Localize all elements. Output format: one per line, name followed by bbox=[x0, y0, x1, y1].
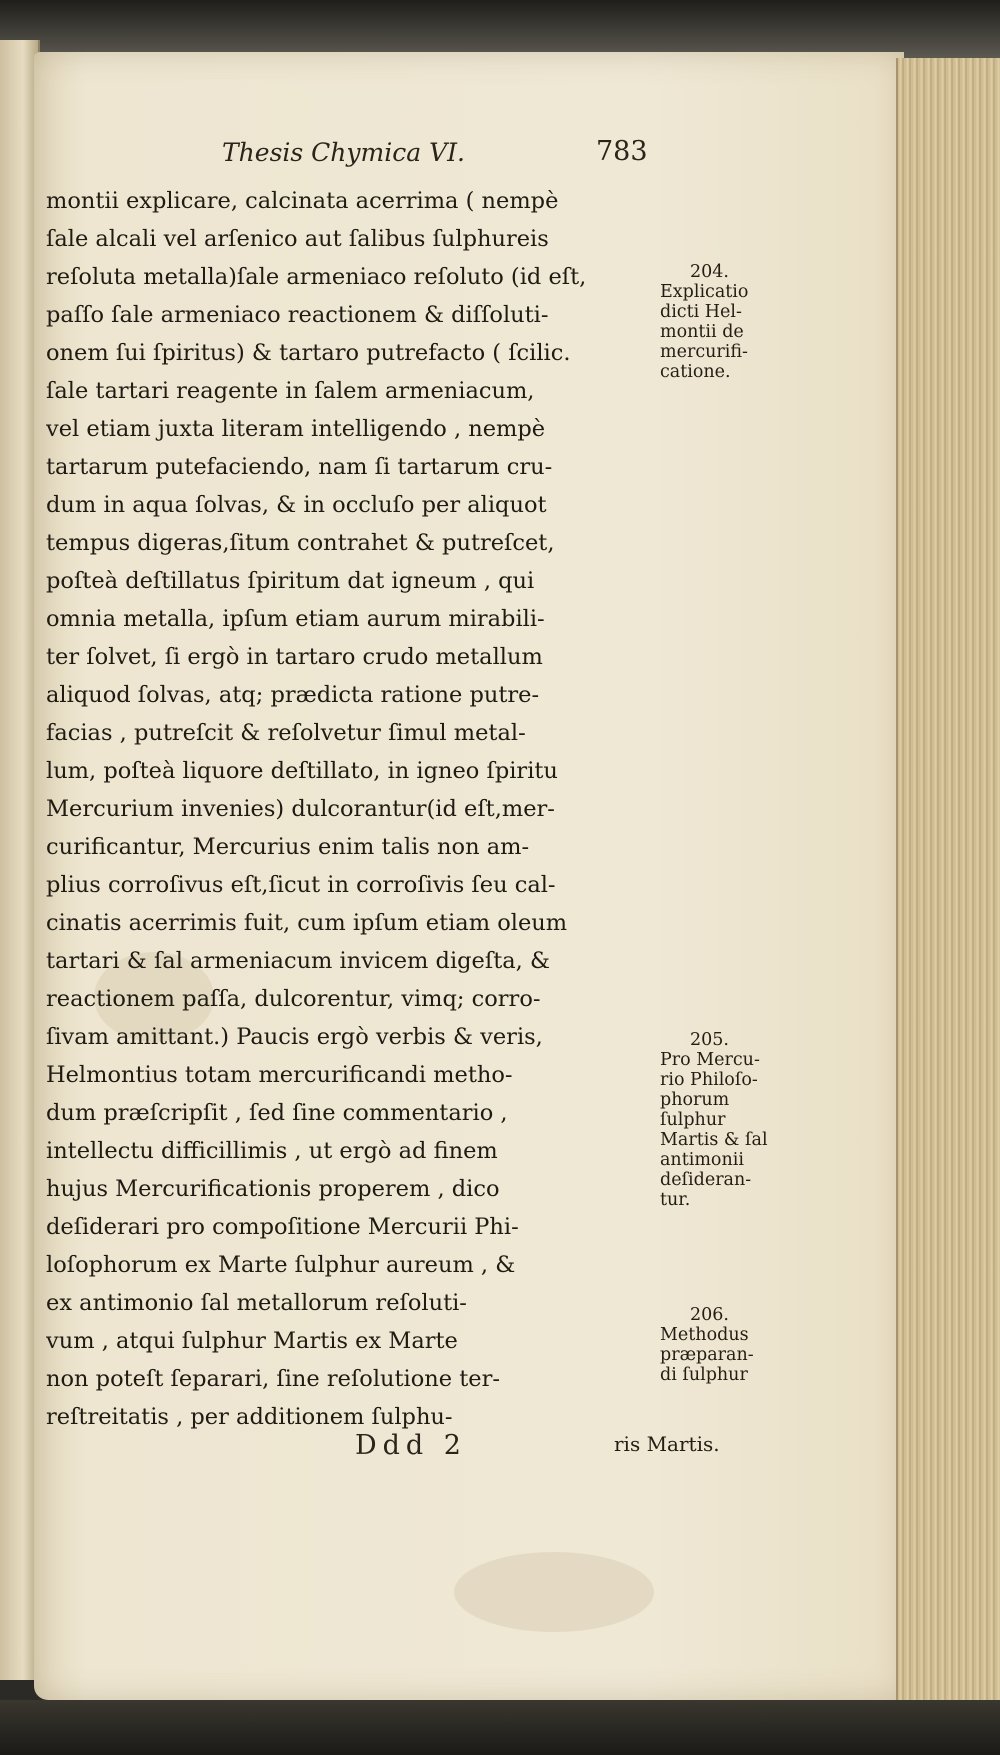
text-line: reſoluta metalla)ſale armeniaco reſoluto (id eſt, bbox=[46, 264, 587, 290]
text-line: plius corroſivus eſt,ſicut in corroſivis ſeu cal- bbox=[46, 872, 556, 898]
margin-note-number: 204. bbox=[690, 262, 729, 282]
margin-note-206 bbox=[660, 1305, 810, 1385]
margin-note-line: di ſulphur bbox=[660, 1365, 748, 1385]
text-line: paſſo ſale armeniaco reactionem & diſſoluti- bbox=[46, 302, 549, 328]
margin-note-line: rio Philoſo- bbox=[660, 1070, 758, 1090]
margin-note-line: dicti Hel- bbox=[660, 302, 742, 322]
text-line: lum, poſteà liquore deſtillato, in igneo ſpiritu bbox=[46, 758, 558, 784]
margin-note-line: præparan- bbox=[660, 1345, 754, 1365]
text-line: loſophorum ex Marte ſulphur aureum , & bbox=[46, 1252, 516, 1278]
text-line: ſale tartari reagente in ſalem armeniacum, bbox=[46, 378, 535, 404]
text-line: tempus digeras,ſitum contrahet & putreſcet, bbox=[46, 530, 555, 556]
margin-note-line: catione. bbox=[660, 362, 731, 382]
text-line: ex antimonio ſal metallorum reſoluti- bbox=[46, 1290, 467, 1316]
page-number: 783 bbox=[596, 136, 648, 167]
margin-note-line: phorum bbox=[660, 1090, 730, 1110]
text-line: deſiderari pro compoſitione Mercurii Phi- bbox=[46, 1214, 519, 1240]
text-line: dum præſcripſit , ſed ſine commentario , bbox=[46, 1100, 508, 1126]
text-line: intellectu difficillimis , ut ergò ad finem bbox=[46, 1138, 498, 1164]
margin-note-number: 206. bbox=[690, 1305, 729, 1325]
text-line: tartari & ſal armeniacum invicem digeſta, & bbox=[46, 948, 550, 974]
signature-mark: Ddd 2 bbox=[355, 1430, 467, 1461]
text-line: non poteſt ſeparari, ſine reſolutione ter- bbox=[46, 1366, 500, 1392]
text-line: tartarum putefaciendo, nam ſi tartarum cru- bbox=[46, 454, 553, 480]
text-line: poſteà deſtillatus ſpiritum dat igneum , qui bbox=[46, 568, 535, 594]
text-line: reſtreitatis , per additionem ſulphu- bbox=[46, 1404, 453, 1430]
margin-note-line: montii de bbox=[660, 322, 744, 342]
text-line: curificantur, Mercurius enim talis non am- bbox=[46, 834, 530, 860]
margin-note-205 bbox=[660, 1030, 810, 1210]
text-line: ter ſolvet, ſi ergò in tartaro crudo metallum bbox=[46, 644, 543, 670]
margin-note-line: ſulphur bbox=[660, 1110, 726, 1130]
margin-note-204 bbox=[660, 262, 810, 382]
margin-note-line: Martis & ſal bbox=[660, 1130, 768, 1150]
text-line: cinatis acerrimis fuit, cum ipſum etiam oleum bbox=[46, 910, 568, 936]
margin-note-line: Explicatio bbox=[660, 282, 749, 302]
margin-note-line: Pro Mercu- bbox=[660, 1050, 760, 1070]
text-line: Helmontius totam mercurificandi metho- bbox=[46, 1062, 513, 1088]
text-line: reactionem paſſa, dulcorentur, vimq; corro- bbox=[46, 986, 541, 1012]
catchword: ris Martis. bbox=[614, 1432, 720, 1456]
text-line: Mercurium invenies) dulcorantur(id eſt,mer- bbox=[46, 796, 555, 822]
margin-note-line: tur. bbox=[660, 1190, 691, 1210]
text-line: onem ſui ſpiritus) & tartaro putrefacto ( ſcilic. bbox=[46, 340, 571, 366]
margin-note-line: antimonii bbox=[660, 1150, 744, 1170]
text-line: ſale alcali vel arſenico aut ſalibus ſulphureis bbox=[46, 226, 549, 252]
running-title: Thesis Chymica VI. bbox=[222, 138, 465, 167]
margin-note-line: Methodus bbox=[660, 1325, 749, 1345]
margin-note-line: deſideran- bbox=[660, 1170, 752, 1190]
text-line: omnia metalla, ipſum etiam aurum mirabili- bbox=[46, 606, 545, 632]
text-line: hujus Mercurificationis properem , dico bbox=[46, 1176, 500, 1202]
text-line: montii explicare, calcinata acerrima ( nempè bbox=[46, 188, 559, 214]
text-line: dum in aqua ſolvas, & in occluſo per aliquot bbox=[46, 492, 547, 518]
margin-note-line: mercurifi- bbox=[660, 342, 748, 362]
text-line: facias , putreſcit & reſolvetur ſimul metal- bbox=[46, 720, 526, 746]
text-line: ſivam amittant.) Paucis ergò verbis & veris, bbox=[46, 1024, 543, 1050]
text-line: aliquod ſolvas, atq; prædicta ratione putre- bbox=[46, 682, 540, 708]
text-line: vum , atqui ſulphur Martis ex Marte bbox=[46, 1328, 458, 1354]
margin-note-number: 205. bbox=[690, 1030, 729, 1050]
text-line: vel etiam juxta literam intelligendo , nempè bbox=[46, 416, 546, 442]
